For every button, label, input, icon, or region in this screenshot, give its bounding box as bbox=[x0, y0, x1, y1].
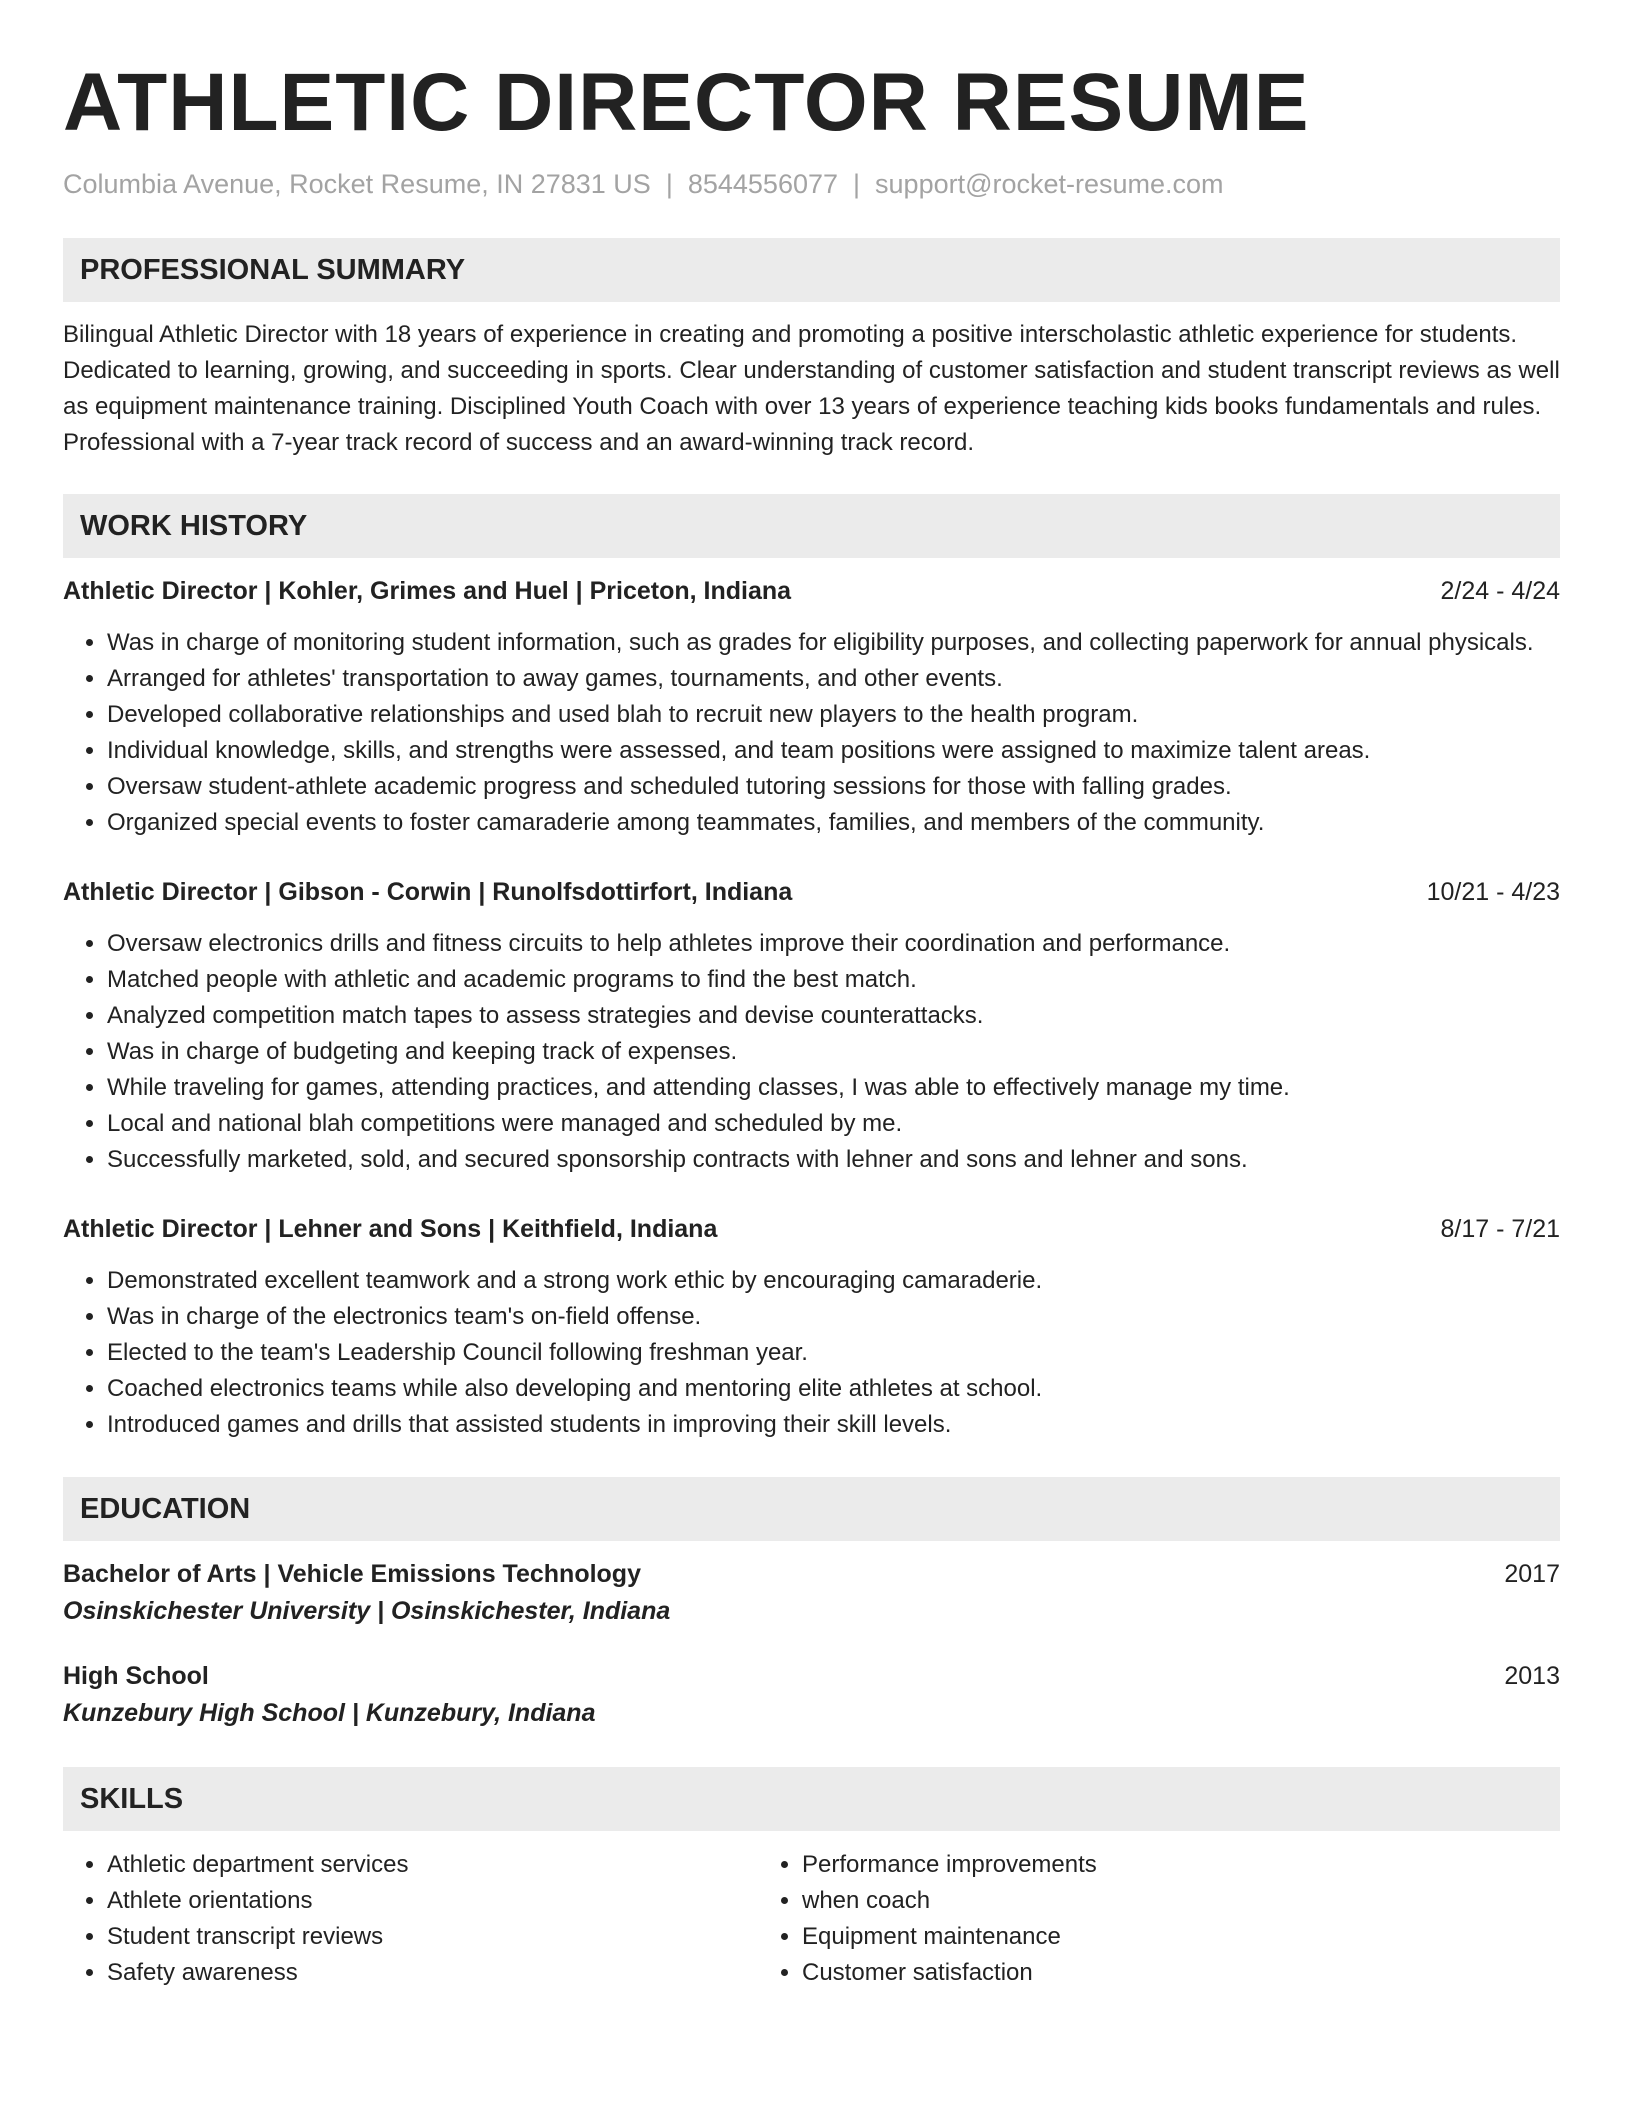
list-item: • Demonstrated excellent teamwork and a strong work ethic by encouraging camaraderie. bbox=[107, 1263, 1560, 1299]
list-item: • Customer satisfaction bbox=[802, 1955, 1518, 1991]
section-header-work-history: WORK HISTORY bbox=[63, 494, 1560, 558]
list-item: • Was in charge of the electronics team's on-field offense. bbox=[107, 1299, 1560, 1335]
contact-separator: | bbox=[853, 169, 861, 199]
skills-column-right bbox=[758, 1847, 1518, 1991]
job-bullets bbox=[63, 926, 1560, 1178]
contact-email: support@rocket-resume.com bbox=[875, 169, 1224, 199]
section-header-skills: SKILLS bbox=[63, 1767, 1560, 1831]
job-heading: Athletic Director | Lehner and Sons | Keithfield, Indiana bbox=[63, 1215, 718, 1243]
list-item: • Athlete orientations bbox=[107, 1883, 758, 1919]
education-school: Osinskichester University | Osinskichester, Indiana bbox=[63, 1597, 671, 1625]
job-entry bbox=[63, 875, 1560, 1178]
contact-separator: | bbox=[665, 169, 673, 199]
list-item: • Safety awareness bbox=[107, 1955, 758, 1991]
education-year: 2017 bbox=[1504, 1560, 1560, 1588]
education-year: 2013 bbox=[1504, 1662, 1560, 1690]
list-item: • Individual knowledge, skills, and strengths were assessed, and team positions were assigned to maximize talent areas. bbox=[107, 733, 1560, 769]
list-item: • Introduced games and drills that assisted students in improving their skill levels. bbox=[107, 1407, 1560, 1443]
list-item: • Organized special events to foster camaraderie among teammates, families, and members of the community. bbox=[107, 805, 1560, 841]
job-heading: Athletic Director | Gibson - Corwin | Runolfsdottirfort, Indiana bbox=[63, 878, 793, 906]
education-entry bbox=[63, 1557, 1560, 1631]
resume-title: ATHLETIC DIRECTOR RESUME bbox=[63, 57, 1310, 148]
list-item: • Developed collaborative relationships and used blah to recruit new players to the health program. bbox=[107, 697, 1560, 733]
skills-list bbox=[63, 1847, 1560, 1991]
list-item: • Was in charge of monitoring student information, such as grades for eligibility purposes, and collecting paperwork for annual physicals. bbox=[107, 625, 1560, 661]
education-school: Kunzebury High School | Kunzebury, Indiana bbox=[63, 1699, 596, 1727]
skills-column-left bbox=[63, 1847, 758, 1991]
list-item: • Successfully marketed, sold, and secured sponsorship contracts with lehner and sons and lehner and sons. bbox=[107, 1142, 1560, 1178]
contact-line bbox=[63, 168, 1560, 200]
list-item: • Athletic department services bbox=[107, 1847, 758, 1883]
contact-address: Columbia Avenue, Rocket Resume, IN 27831 US bbox=[63, 169, 651, 199]
resume-page bbox=[63, 0, 1560, 1991]
job-heading: Athletic Director | Kohler, Grimes and Huel | Priceton, Indiana bbox=[63, 577, 792, 605]
job-entry bbox=[63, 1212, 1560, 1443]
list-item: • Was in charge of budgeting and keeping track of expenses. bbox=[107, 1034, 1560, 1070]
list-item: • Coached electronics teams while also developing and mentoring elite athletes at school. bbox=[107, 1371, 1560, 1407]
education-degree: Bachelor of Arts | Vehicle Emissions Technology bbox=[63, 1560, 641, 1588]
list-item: • Arranged for athletes' transportation to away games, tournaments, and other events. bbox=[107, 661, 1560, 697]
list-item: • Elected to the team's Leadership Council following freshman year. bbox=[107, 1335, 1560, 1371]
job-entry bbox=[63, 574, 1560, 841]
summary-text: Bilingual Athletic Director with 18 years of experience in creating and promoting a positive interscholastic athletic experience for students. Dedicated to learning, growing, and succeeding in sports. Clear understanding of customer satisfaction and student transcript reviews as well as equipment maintenance training. Disciplined Youth Coach with over 13 years of experience teaching kids books fundamentals and rules. Professional with a 7-year track record of success and an award-winning track record. bbox=[63, 321, 1560, 456]
list-item: • Analyzed competition match tapes to assess strategies and devise counterattacks. bbox=[107, 998, 1560, 1034]
list-item: • Matched people with athletic and academic programs to find the best match. bbox=[107, 962, 1560, 998]
contact-phone: 8544556077 bbox=[687, 169, 839, 199]
job-bullets bbox=[63, 1263, 1560, 1443]
list-item: • Performance improvements bbox=[802, 1847, 1518, 1883]
job-dates: 10/21 - 4/23 bbox=[1426, 878, 1560, 906]
section-header-education: EDUCATION bbox=[63, 1477, 1560, 1541]
section-header-summary: PROFESSIONAL SUMMARY bbox=[63, 238, 1560, 302]
job-bullets bbox=[63, 625, 1560, 841]
job-dates: 8/17 - 7/21 bbox=[1440, 1215, 1560, 1243]
job-dates: 2/24 - 4/24 bbox=[1440, 577, 1560, 605]
list-item: • Local and national blah competitions were managed and scheduled by me. bbox=[107, 1106, 1560, 1142]
list-item: • Oversaw electronics drills and fitness circuits to help athletes improve their coordination and performance. bbox=[107, 926, 1560, 962]
list-item: • Oversaw student-athlete academic progress and scheduled tutoring sessions for those with falling grades. bbox=[107, 769, 1560, 805]
list-item: • While traveling for games, attending practices, and attending classes, I was able to effectively manage my time. bbox=[107, 1070, 1560, 1106]
education-entry bbox=[63, 1659, 1560, 1733]
list-item: • when coach bbox=[802, 1883, 1518, 1919]
list-item: • Equipment maintenance bbox=[802, 1919, 1518, 1955]
list-item: • Student transcript reviews bbox=[107, 1919, 758, 1955]
education-degree: High School bbox=[63, 1662, 209, 1690]
